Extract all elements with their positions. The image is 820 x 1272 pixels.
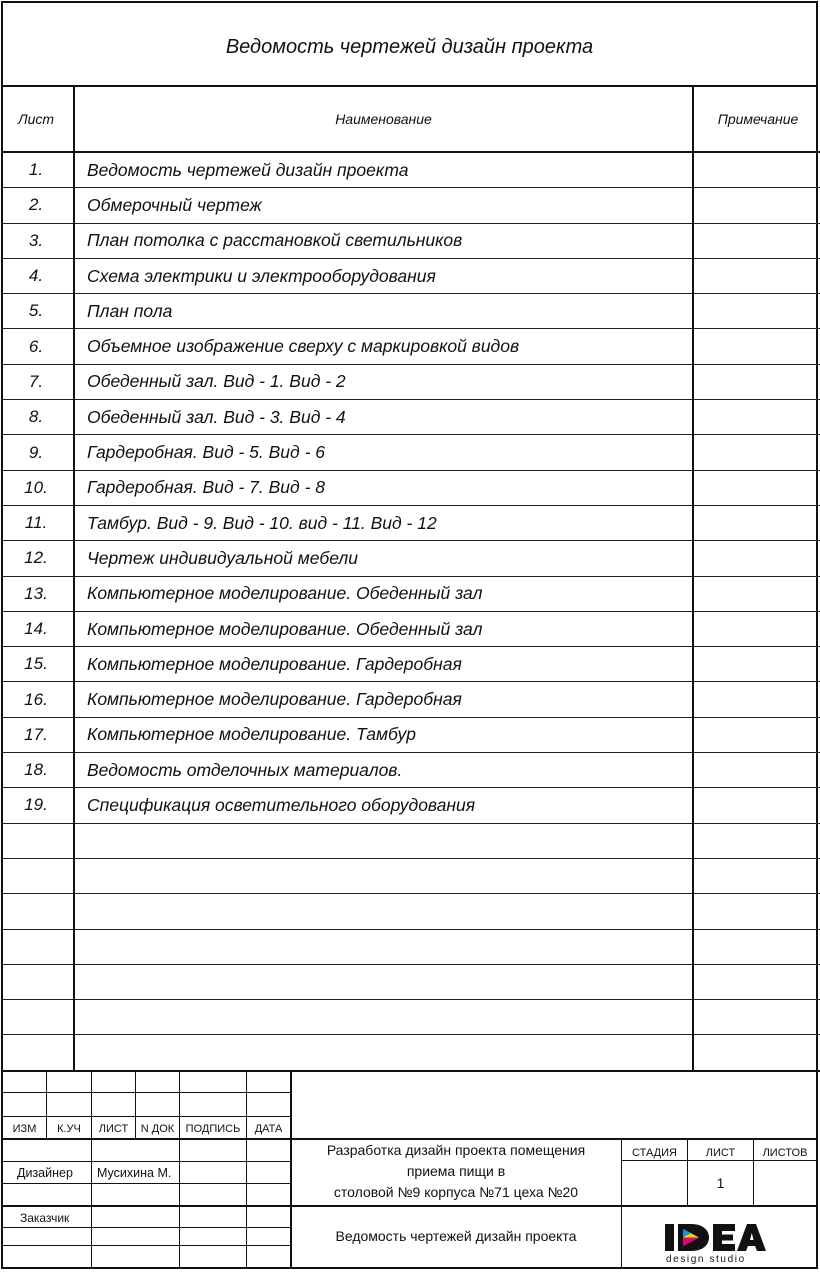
drawing-name: Объемное изображение сверху с маркировкой видов xyxy=(74,329,693,364)
table-row xyxy=(3,753,820,788)
drawing-note xyxy=(693,788,820,823)
table-row xyxy=(3,823,820,858)
drawing-name: Обмерочный чертеж xyxy=(74,188,693,223)
drawing-note xyxy=(693,364,820,399)
idea-logo-graphic xyxy=(625,1212,815,1267)
table-row xyxy=(3,223,820,258)
project-title xyxy=(291,1140,621,1203)
sheet-number: 11. xyxy=(3,505,74,540)
table-row xyxy=(3,964,820,999)
designer-name: Мусихина М. xyxy=(97,1166,172,1180)
table-row xyxy=(3,152,820,188)
table-row xyxy=(3,717,820,752)
drawing-note xyxy=(693,1000,820,1035)
drawing-name: Схема электрики и электрооборудования xyxy=(74,258,693,293)
stamp-col-list: ЛИСТ xyxy=(98,1123,129,1135)
drawing-note xyxy=(693,823,820,858)
table-row xyxy=(3,858,820,893)
drawing-note xyxy=(693,152,820,188)
header-name: Наименование xyxy=(74,87,693,152)
sheet-number: 3. xyxy=(3,223,74,258)
drawing-name xyxy=(74,1035,693,1071)
drawing-note xyxy=(693,647,820,682)
drawing-note xyxy=(693,964,820,999)
project-title-line1: Разработка дизайн проекта помещения xyxy=(326,1142,586,1158)
drawing-name: Обеденный зал. Вид - 1. Вид - 2 xyxy=(74,364,693,399)
table-row xyxy=(3,1035,820,1071)
header-note: Примечание xyxy=(693,87,820,152)
designer-label: Дизайнер xyxy=(17,1166,73,1180)
sheet-number: 14. xyxy=(3,611,74,646)
sheet-number: 4. xyxy=(3,258,74,293)
table-row xyxy=(3,400,820,435)
sheet-number: 18. xyxy=(3,753,74,788)
drawing-name: Обеденный зал. Вид - 3. Вид - 4 xyxy=(74,400,693,435)
sheet-number: 16. xyxy=(3,682,74,717)
sheet-number: 1. xyxy=(3,152,74,188)
sheet-number xyxy=(3,894,74,929)
drawing-list-table xyxy=(3,87,820,1072)
sheet-number xyxy=(3,1000,74,1035)
drawing-note xyxy=(693,753,820,788)
stage-label: СТАДИЯ xyxy=(632,1147,677,1159)
sheet-number xyxy=(3,964,74,999)
drawing-name xyxy=(74,964,693,999)
drawing-name: Компьютерное моделирование. Тамбур xyxy=(74,717,693,752)
drawing-name xyxy=(74,823,693,858)
project-title-line2: приема пищи в xyxy=(406,1163,506,1179)
table-row xyxy=(3,364,820,399)
sheet-number: 8. xyxy=(3,400,74,435)
drawing-name: Ведомость чертежей дизайн проекта xyxy=(74,152,693,188)
table-row xyxy=(3,576,820,611)
table-row xyxy=(3,929,820,964)
table-row xyxy=(3,294,820,329)
table-row xyxy=(3,611,820,646)
sheet-value: 1 xyxy=(716,1175,725,1191)
drawing-name xyxy=(74,894,693,929)
drawing-note xyxy=(693,929,820,964)
table-row xyxy=(3,894,820,929)
customer-label: Заказчик xyxy=(20,1211,70,1225)
drawing-name: Тамбур. Вид - 9. Вид - 10. вид - 11. Вид - 12 xyxy=(74,505,693,540)
sheet-number xyxy=(3,1035,74,1071)
sheet-number: 2. xyxy=(3,188,74,223)
sheet-label: ЛИСТ xyxy=(705,1147,736,1159)
drawing-note xyxy=(693,470,820,505)
table-row xyxy=(3,505,820,540)
document-title: Ведомость чертежей дизайн проекта xyxy=(225,35,594,58)
table-row xyxy=(3,682,820,717)
drawing-name: Гардеробная. Вид - 7. Вид - 8 xyxy=(74,470,693,505)
sheet-title: Ведомость чертежей дизайн проекта xyxy=(335,1228,577,1244)
drawing-name: Компьютерное моделирование. Гардеробная xyxy=(74,682,693,717)
title-box xyxy=(3,3,816,87)
sheet-number xyxy=(3,823,74,858)
drawing-note xyxy=(693,258,820,293)
drawing-note xyxy=(693,541,820,576)
drawing-name: Компьютерное моделирование. Обеденный зал xyxy=(74,611,693,646)
table-row xyxy=(3,541,820,576)
logo-tagline: design studio xyxy=(666,1254,746,1265)
drawing-name: Чертеж индивидуальной мебели xyxy=(74,541,693,576)
drawing-note xyxy=(693,1035,820,1071)
stamp-col-podpis: ПОДПИСЬ xyxy=(185,1123,241,1135)
drawing-name: Спецификация осветительного оборудования xyxy=(74,788,693,823)
sheet-number: 17. xyxy=(3,717,74,752)
drawing-note xyxy=(693,682,820,717)
drawing-note xyxy=(693,223,820,258)
drawing-note xyxy=(693,717,820,752)
drawing-name: Ведомость отделочных материалов. xyxy=(74,753,693,788)
sheet-number: 9. xyxy=(3,435,74,470)
drawing-note xyxy=(693,329,820,364)
sheet-number: 6. xyxy=(3,329,74,364)
sheet-number: 10. xyxy=(3,470,74,505)
drawing-note xyxy=(693,858,820,893)
drawing-note xyxy=(693,435,820,470)
sheet-number: 12. xyxy=(3,541,74,576)
idea-logo xyxy=(625,1212,815,1267)
drawing-name xyxy=(74,1000,693,1035)
sheet-number: 7. xyxy=(3,364,74,399)
drawing-name: План потолка с расстановкой светильников xyxy=(74,223,693,258)
drawing-note xyxy=(693,188,820,223)
project-title-line3: столовой №9 корпуса №71 цеха №20 xyxy=(333,1184,579,1200)
drawing-name: План пола xyxy=(74,294,693,329)
table-row xyxy=(3,647,820,682)
table-row xyxy=(3,329,820,364)
drawing-name xyxy=(74,929,693,964)
title-block-stamp xyxy=(3,1070,816,1267)
sheet-number: 15. xyxy=(3,647,74,682)
drawing-note xyxy=(693,505,820,540)
drawing-name: Компьютерное моделирование. Гардеробная xyxy=(74,647,693,682)
drawing-note xyxy=(693,400,820,435)
sheet-number xyxy=(3,858,74,893)
stamp-col-data: ДАТА xyxy=(254,1123,283,1135)
stamp-col-kuch: К.УЧ xyxy=(57,1123,81,1135)
sheet-number: 13. xyxy=(3,576,74,611)
sheet-number xyxy=(3,929,74,964)
drawing-note xyxy=(693,576,820,611)
sheet-number: 5. xyxy=(3,294,74,329)
table-row xyxy=(3,188,820,223)
drawing-name: Компьютерное моделирование. Обеденный зал xyxy=(74,576,693,611)
header-sheet: Лист xyxy=(3,87,74,152)
drawing-name: Гардеробная. Вид - 5. Вид - 6 xyxy=(74,435,693,470)
drawing-name xyxy=(74,858,693,893)
table-header-row xyxy=(3,87,820,152)
table-row xyxy=(3,788,820,823)
table-row xyxy=(3,470,820,505)
drawing-note xyxy=(693,294,820,329)
stamp-col-ndok: N ДОК xyxy=(140,1123,175,1135)
table-row xyxy=(3,1000,820,1035)
sheet-number: 19. xyxy=(3,788,74,823)
drawing-sheet xyxy=(1,1,818,1269)
sheets-label: ЛИСТОВ xyxy=(762,1147,808,1159)
table-row xyxy=(3,435,820,470)
stamp-col-izm: ИЗМ xyxy=(12,1123,37,1135)
drawing-note xyxy=(693,894,820,929)
table-row xyxy=(3,258,820,293)
drawing-note xyxy=(693,611,820,646)
